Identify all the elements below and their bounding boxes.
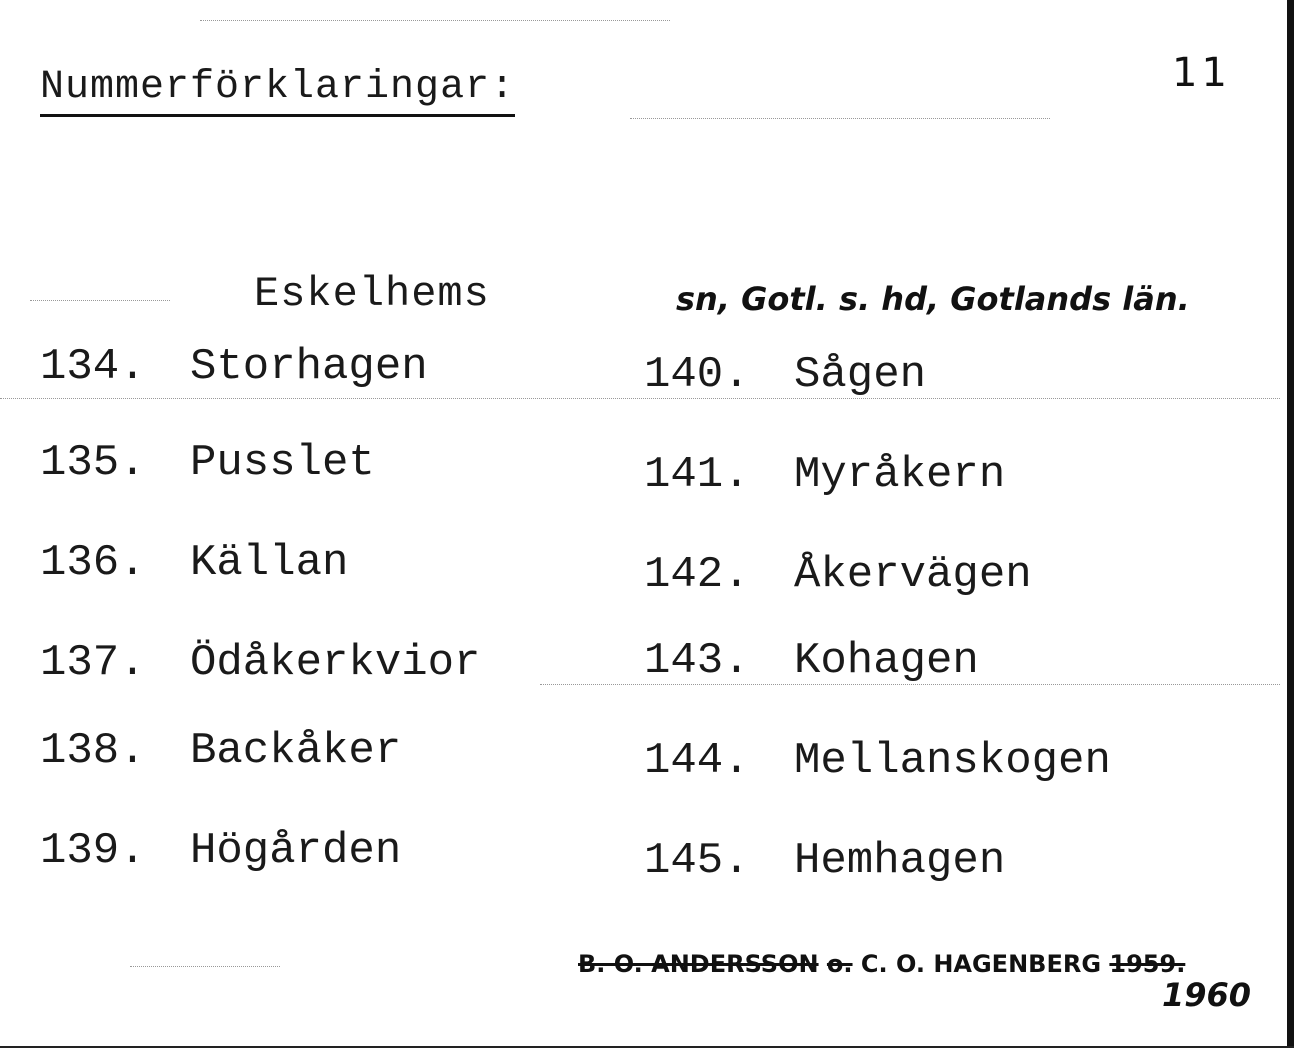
handwritten-year: 1960	[1162, 976, 1252, 1014]
scan-artifact-line	[130, 966, 280, 967]
list-item	[644, 350, 926, 400]
scan-artifact-line	[0, 398, 1280, 399]
entry-number: 143.	[644, 636, 750, 686]
list-item	[644, 736, 1111, 786]
page-title: Nummerförklaringar:	[40, 66, 515, 117]
struck-year: 1959.	[1109, 950, 1186, 978]
entry-number: 144.	[644, 736, 750, 786]
entry-number: 134.	[40, 342, 146, 392]
struck-separator: o.	[826, 950, 853, 978]
entry-number: 136.	[40, 538, 146, 588]
entry-name: Myråkern	[794, 450, 1006, 500]
entry-name: Högården	[190, 826, 402, 876]
credit-name: C. O. HAGENBERG	[860, 950, 1102, 978]
entry-number: 139.	[40, 826, 146, 876]
list-item	[40, 638, 480, 688]
list-item	[644, 450, 1005, 500]
footer-credit	[578, 950, 1185, 978]
entry-name: Hemhagen	[794, 836, 1006, 886]
list-item	[40, 438, 375, 488]
entry-name: Backåker	[190, 726, 402, 776]
entry-number: 141.	[644, 450, 750, 500]
entry-number: 135.	[40, 438, 146, 488]
list-item	[40, 342, 428, 392]
parish-name: Eskelhems	[254, 270, 490, 318]
list-item	[40, 538, 348, 588]
scan-artifact-line	[30, 300, 170, 301]
list-item	[644, 636, 979, 686]
entry-number: 140.	[644, 350, 750, 400]
entry-number: 142.	[644, 550, 750, 600]
scan-artifact-line	[200, 20, 670, 21]
entry-name: Kohagen	[794, 636, 979, 686]
scan-artifact-line	[630, 118, 1050, 119]
card-right-edge	[1287, 0, 1294, 1048]
entry-number: 145.	[644, 836, 750, 886]
entry-name: Åkervägen	[794, 550, 1032, 600]
entry-name: Storhagen	[190, 342, 428, 392]
entry-number: 137.	[40, 638, 146, 688]
entry-name: Sågen	[794, 350, 927, 400]
struck-name: B. O. ANDERSSON	[578, 950, 819, 978]
list-item	[40, 826, 401, 876]
list-item	[40, 726, 401, 776]
page-number: 11	[1172, 50, 1231, 96]
entry-name: Ödåkerkvior	[190, 638, 481, 688]
list-item	[644, 550, 1032, 600]
entry-name: Mellanskogen	[794, 736, 1111, 786]
list-item	[644, 836, 1005, 886]
entry-name: Pusslet	[190, 438, 375, 488]
entry-name: Källan	[190, 538, 349, 588]
region-text: sn, Gotl. s. hd, Gotlands län.	[676, 280, 1190, 318]
entry-number: 138.	[40, 726, 146, 776]
